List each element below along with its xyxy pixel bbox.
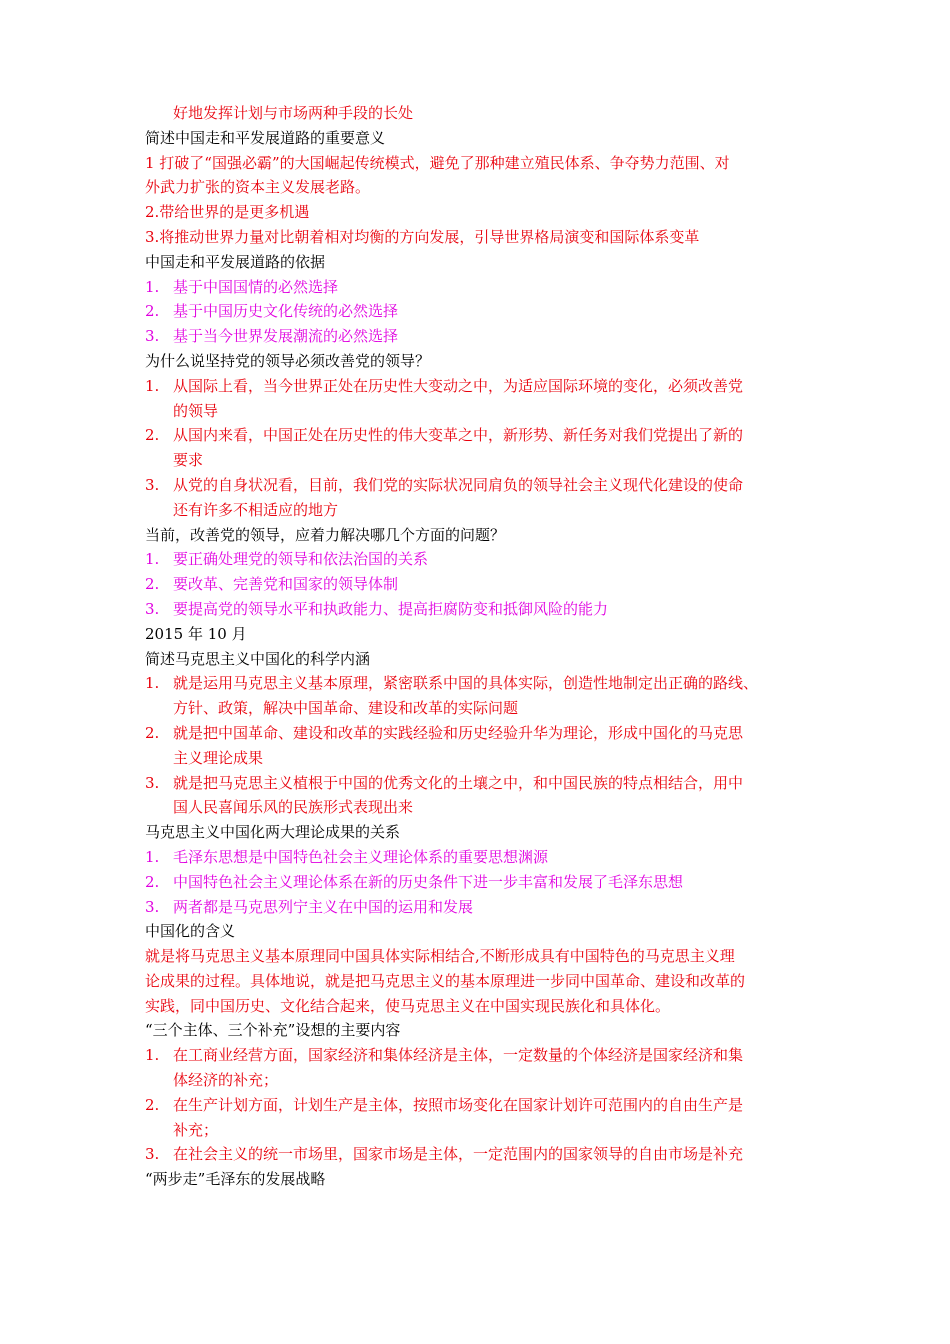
list-item	[145, 572, 815, 597]
list-text: 要改革、完善党和国家的领导体制	[173, 575, 399, 594]
paragraph-line: 2.带给世界的是更多机遇	[145, 203, 310, 222]
list-number: 3.	[145, 475, 160, 494]
list-number: 1.	[145, 674, 160, 693]
list-text: 基于当今世界发展潮流的必然选择	[173, 327, 399, 346]
list-item	[145, 895, 815, 920]
list-item	[145, 324, 815, 349]
list-text-line: 就是把中国革命、建设和改革的实践经验和历史经验升华为理论，形成中国化的马克思	[173, 723, 744, 742]
list-text-line: 在社会主义的统一市场里，国家市场是主体，一定范围内的国家领导的自由市场是补充	[173, 1145, 744, 1164]
list-text-line: 就是运用马克思主义基本原理，紧密联系中国的具体实际，创造性地制定出正确的路线、	[173, 674, 759, 693]
list-item	[145, 275, 815, 300]
paragraph-line: 实践，同中国历史、文化结合起来，使马克思主义在中国实现民族化和具体化。	[145, 996, 671, 1015]
list-number: 3.	[145, 327, 160, 346]
list-text: 中国特色社会主义理论体系在新的历史条件下进一步丰富和发展了毛泽东思想	[173, 872, 684, 891]
list-text-line: 体经济的补充；	[173, 1071, 279, 1090]
list-text-line: 要求	[173, 451, 204, 470]
list-item	[145, 423, 815, 473]
list-number: 2.	[145, 1095, 160, 1114]
list-text-line: 方针、政策，解决中国革命、建设和改革的实际问题	[173, 699, 519, 718]
list-text-line: 在生产计划方面，计划生产是主体，按照市场变化在国家计划许可范围内的自由生产是	[173, 1095, 744, 1114]
section-heading: 为什么说坚持党的领导必须改善党的领导？	[145, 351, 431, 370]
list-text-line: 从国际上看，当今世界正处在历史性大变动之中，为适应国际环境的变化，必须改善党	[173, 376, 744, 395]
section-heading: “三个主体、三个补充”设想的主要内容	[145, 1021, 401, 1040]
list-item	[145, 547, 815, 572]
list-item	[145, 1142, 815, 1167]
list-text-line: 从党的自身状况看，目前，我们党的实际状况同肩负的领导社会主义现代化建设的使命	[173, 475, 744, 494]
list-number: 1.	[145, 376, 160, 395]
list-text-line: 的领导	[173, 401, 219, 420]
section-heading: 马克思主义中国化两大理论成果的关系	[145, 823, 401, 842]
list-text-line: 国人民喜闻乐风的民族形式表现出来	[173, 798, 414, 817]
list-number: 3.	[145, 897, 160, 916]
list-text: 两者都是马克思列宁主义在中国的运用和发展	[173, 897, 474, 916]
section-heading: 简述马克思主义中国化的科学内涵	[145, 649, 371, 668]
paragraph-line: 就是将马克思主义基本原理同中国具体实际相结合,不断形成具有中国特色的马克思主义理	[145, 947, 735, 966]
list-text-line: 主义理论成果	[173, 748, 264, 767]
list-item	[145, 299, 815, 324]
list-item	[145, 473, 815, 523]
list-text-line: 还有许多不相适应的地方	[173, 500, 339, 519]
continued-line: 好地发挥计划与市场两种手段的长处	[173, 104, 414, 122]
list-number: 2.	[145, 723, 160, 742]
list-item	[145, 870, 815, 895]
section-heading: 简述中国走和平发展道路的重要意义	[145, 128, 386, 147]
paragraph-line: 3.将推动世界力量对比朝着相对均衡的方向发展，引导世界格局演变和国际体系变革	[145, 227, 700, 246]
list-item	[145, 771, 815, 821]
list-text: 毛泽东思想是中国特色社会主义理论体系的重要思想渊源	[173, 847, 549, 866]
list-item	[145, 845, 815, 870]
list-text: 基于中国历史文化传统的必然选择	[173, 302, 399, 321]
list-number: 3.	[145, 599, 160, 618]
list-item	[145, 1093, 815, 1143]
section-heading: 中国化的含义	[145, 922, 236, 941]
list-text-line: 在工商业经营方面，国家经济和集体经济是主体，一定数量的个体经济是国家经济和集	[173, 1046, 744, 1065]
list-text-line: 补充；	[173, 1120, 219, 1139]
list-text: 要正确处理党的领导和依法治国的关系	[173, 550, 429, 569]
list-number: 1.	[145, 847, 160, 866]
section-heading: 当前，改善党的领导，应着力解决哪几个方面的问题？	[145, 525, 506, 544]
paragraph-line: 1 打破了“国强必霸”的大国崛起传统模式，避免了那种建立殖民体系、争夺势力范围、对	[145, 153, 730, 172]
list-number: 3.	[145, 1145, 160, 1164]
list-item	[145, 1043, 815, 1093]
list-item	[145, 374, 815, 424]
list-text-line: 从国内来看，中国正处在历史性的伟大变革之中，新形势、新任务对我们党提出了新的	[173, 426, 744, 445]
list-number: 2.	[145, 575, 160, 594]
list-number: 3.	[145, 773, 160, 792]
section-heading: “两步走”毛泽东的发展战略	[145, 1170, 326, 1189]
date-heading: 2015 年 10 月	[145, 624, 247, 643]
list-number: 2.	[145, 426, 160, 445]
list-item	[145, 597, 815, 622]
list-text-line: 就是把马克思主义植根于中国的优秀文化的土壤之中，和中国民族的特点相结合，用中	[173, 773, 744, 792]
section-heading: 中国走和平发展道路的依据	[145, 252, 326, 271]
list-number: 1.	[145, 277, 160, 296]
paragraph-line: 论成果的过程。具体地说，就是把马克思主义的基本原理进一步同中国革命、建设和改革的	[145, 971, 746, 990]
list-number: 1.	[145, 550, 160, 569]
list-number: 2.	[145, 302, 160, 321]
list-item	[145, 721, 815, 771]
list-text: 要提高党的领导水平和执政能力、提高拒腐防变和抵御风险的能力	[173, 599, 609, 618]
list-number: 1.	[145, 1046, 160, 1065]
list-number: 2.	[145, 872, 160, 891]
list-text: 基于中国国情的必然选择	[173, 277, 339, 296]
list-item	[145, 671, 815, 721]
paragraph-line: 外武力扩张的资本主义发展老路。	[145, 178, 371, 197]
document-body	[145, 101, 815, 1192]
